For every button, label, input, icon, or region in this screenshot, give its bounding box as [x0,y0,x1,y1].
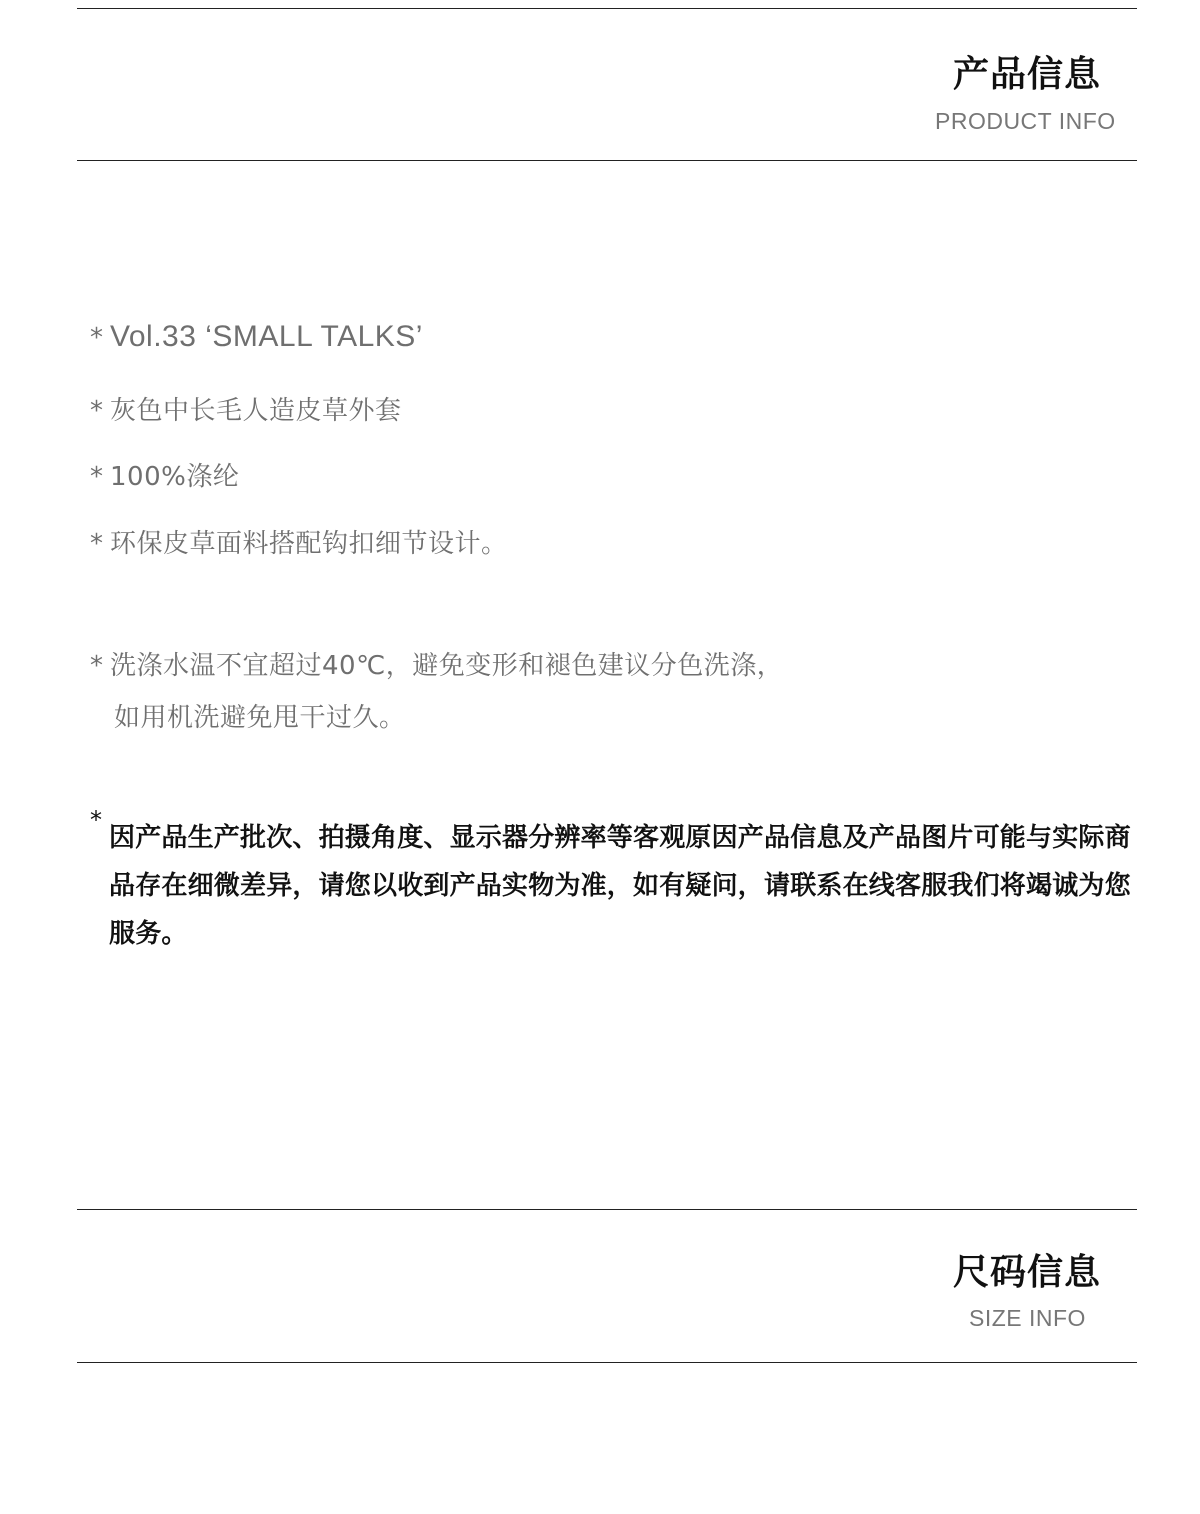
spec-item [90,320,423,354]
spec-bullet: * [90,396,103,426]
size-info-top-divider [77,1209,1137,1210]
spec-item [90,523,508,560]
care-bullet: * [90,651,103,681]
care-instructions [90,640,783,744]
spec-item [90,390,402,427]
product-info-title: 产品信息 [953,54,1102,95]
care-line-2: 如用机洗避免甩干过久。 [114,703,406,733]
spec-collection: Vol.33 ‘SMALL TALKS’ [110,320,423,353]
spec-bullet: * [90,323,103,353]
size-info-divider [77,1362,1137,1363]
spec-detail: 环保皮草面料搭配钩扣细节设计。 [110,529,508,559]
top-divider [77,8,1137,9]
product-info-subtitle: PRODUCT INFO [935,108,1116,134]
size-info-subtitle: SIZE INFO [969,1305,1086,1331]
disclaimer-text: 因产品生产批次、拍摄角度、显示器分辨率等客观原因产品信息及产品图片可能与实际商品存在细微差异，请您以收到产品实物为准，如有疑问，请联系在线客服我们将竭诚为您服务。 [109,823,1131,949]
care-line-1: * 洗涤水温不宜超过40℃，避免变形和褪色建议分色洗涤， [90,640,783,692]
size-info-title: 尺码信息 [953,1252,1102,1293]
spec-material: 100%涤纶 [110,462,240,492]
disclaimer-bullet: * [90,806,102,834]
spec-item [90,456,239,493]
spec-bullet: * [90,529,103,559]
spec-description: 灰色中长毛人造皮草外套 [110,396,402,426]
product-info-divider [77,160,1137,161]
spec-bullet: * [90,462,103,492]
